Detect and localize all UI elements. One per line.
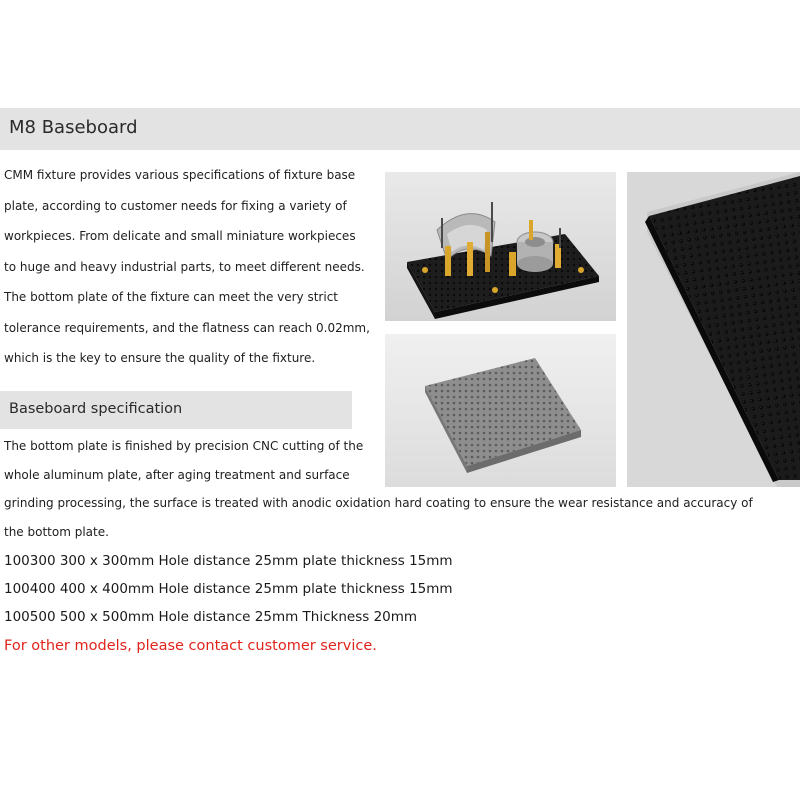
intro-line: which is the key to ensure the quality of the fixture. bbox=[4, 351, 316, 365]
intro-line: The bottom plate of the fixture can meet the very strict bbox=[4, 290, 338, 304]
spec-line: the bottom plate. bbox=[4, 524, 109, 539]
model-item: 100500 500 x 500mm Hole distance 25mm Thickness 20mm bbox=[4, 609, 418, 625]
intro-line: tolerance requirements, and the flatness can reach 0.02mm, bbox=[4, 320, 370, 335]
intro-line: workpieces. From delicate and small miniature workpieces bbox=[4, 229, 356, 243]
spec-header-bar bbox=[0, 391, 352, 429]
section-header-bar bbox=[0, 108, 800, 150]
intro-line: to huge and heavy industrial parts, to meet different needs. bbox=[4, 259, 365, 274]
intro-line: plate, according to customer needs for fixing a variety of bbox=[4, 198, 347, 213]
model-list bbox=[4, 547, 604, 631]
model-item: 100300 300 x 300mm Hole distance 25mm plate thickness 15mm bbox=[4, 553, 453, 569]
spec-paragraph bbox=[4, 432, 794, 546]
intro-line: CMM fixture provides various specifications of fixture base bbox=[4, 168, 356, 182]
fixture-setup-photo bbox=[385, 172, 616, 321]
spec-line: whole aluminum plate, after aging treatment and surface bbox=[4, 467, 350, 482]
intro-paragraph bbox=[4, 160, 384, 374]
model-item: 100400 400 x 400mm Hole distance 25mm plate thickness 15mm bbox=[4, 581, 453, 597]
section-title: M8 Baseboard bbox=[9, 117, 138, 138]
spec-line: The bottom plate is finished by precision CNC cutting of the bbox=[4, 439, 364, 453]
spec-line: grinding processing, the surface is treated with anodic oxidation hard coating to ensure the wear resistance and accuracy of bbox=[4, 496, 753, 510]
contact-notice: For other models, please contact customer service. bbox=[4, 638, 377, 654]
spec-title: Baseboard specification bbox=[9, 401, 183, 417]
